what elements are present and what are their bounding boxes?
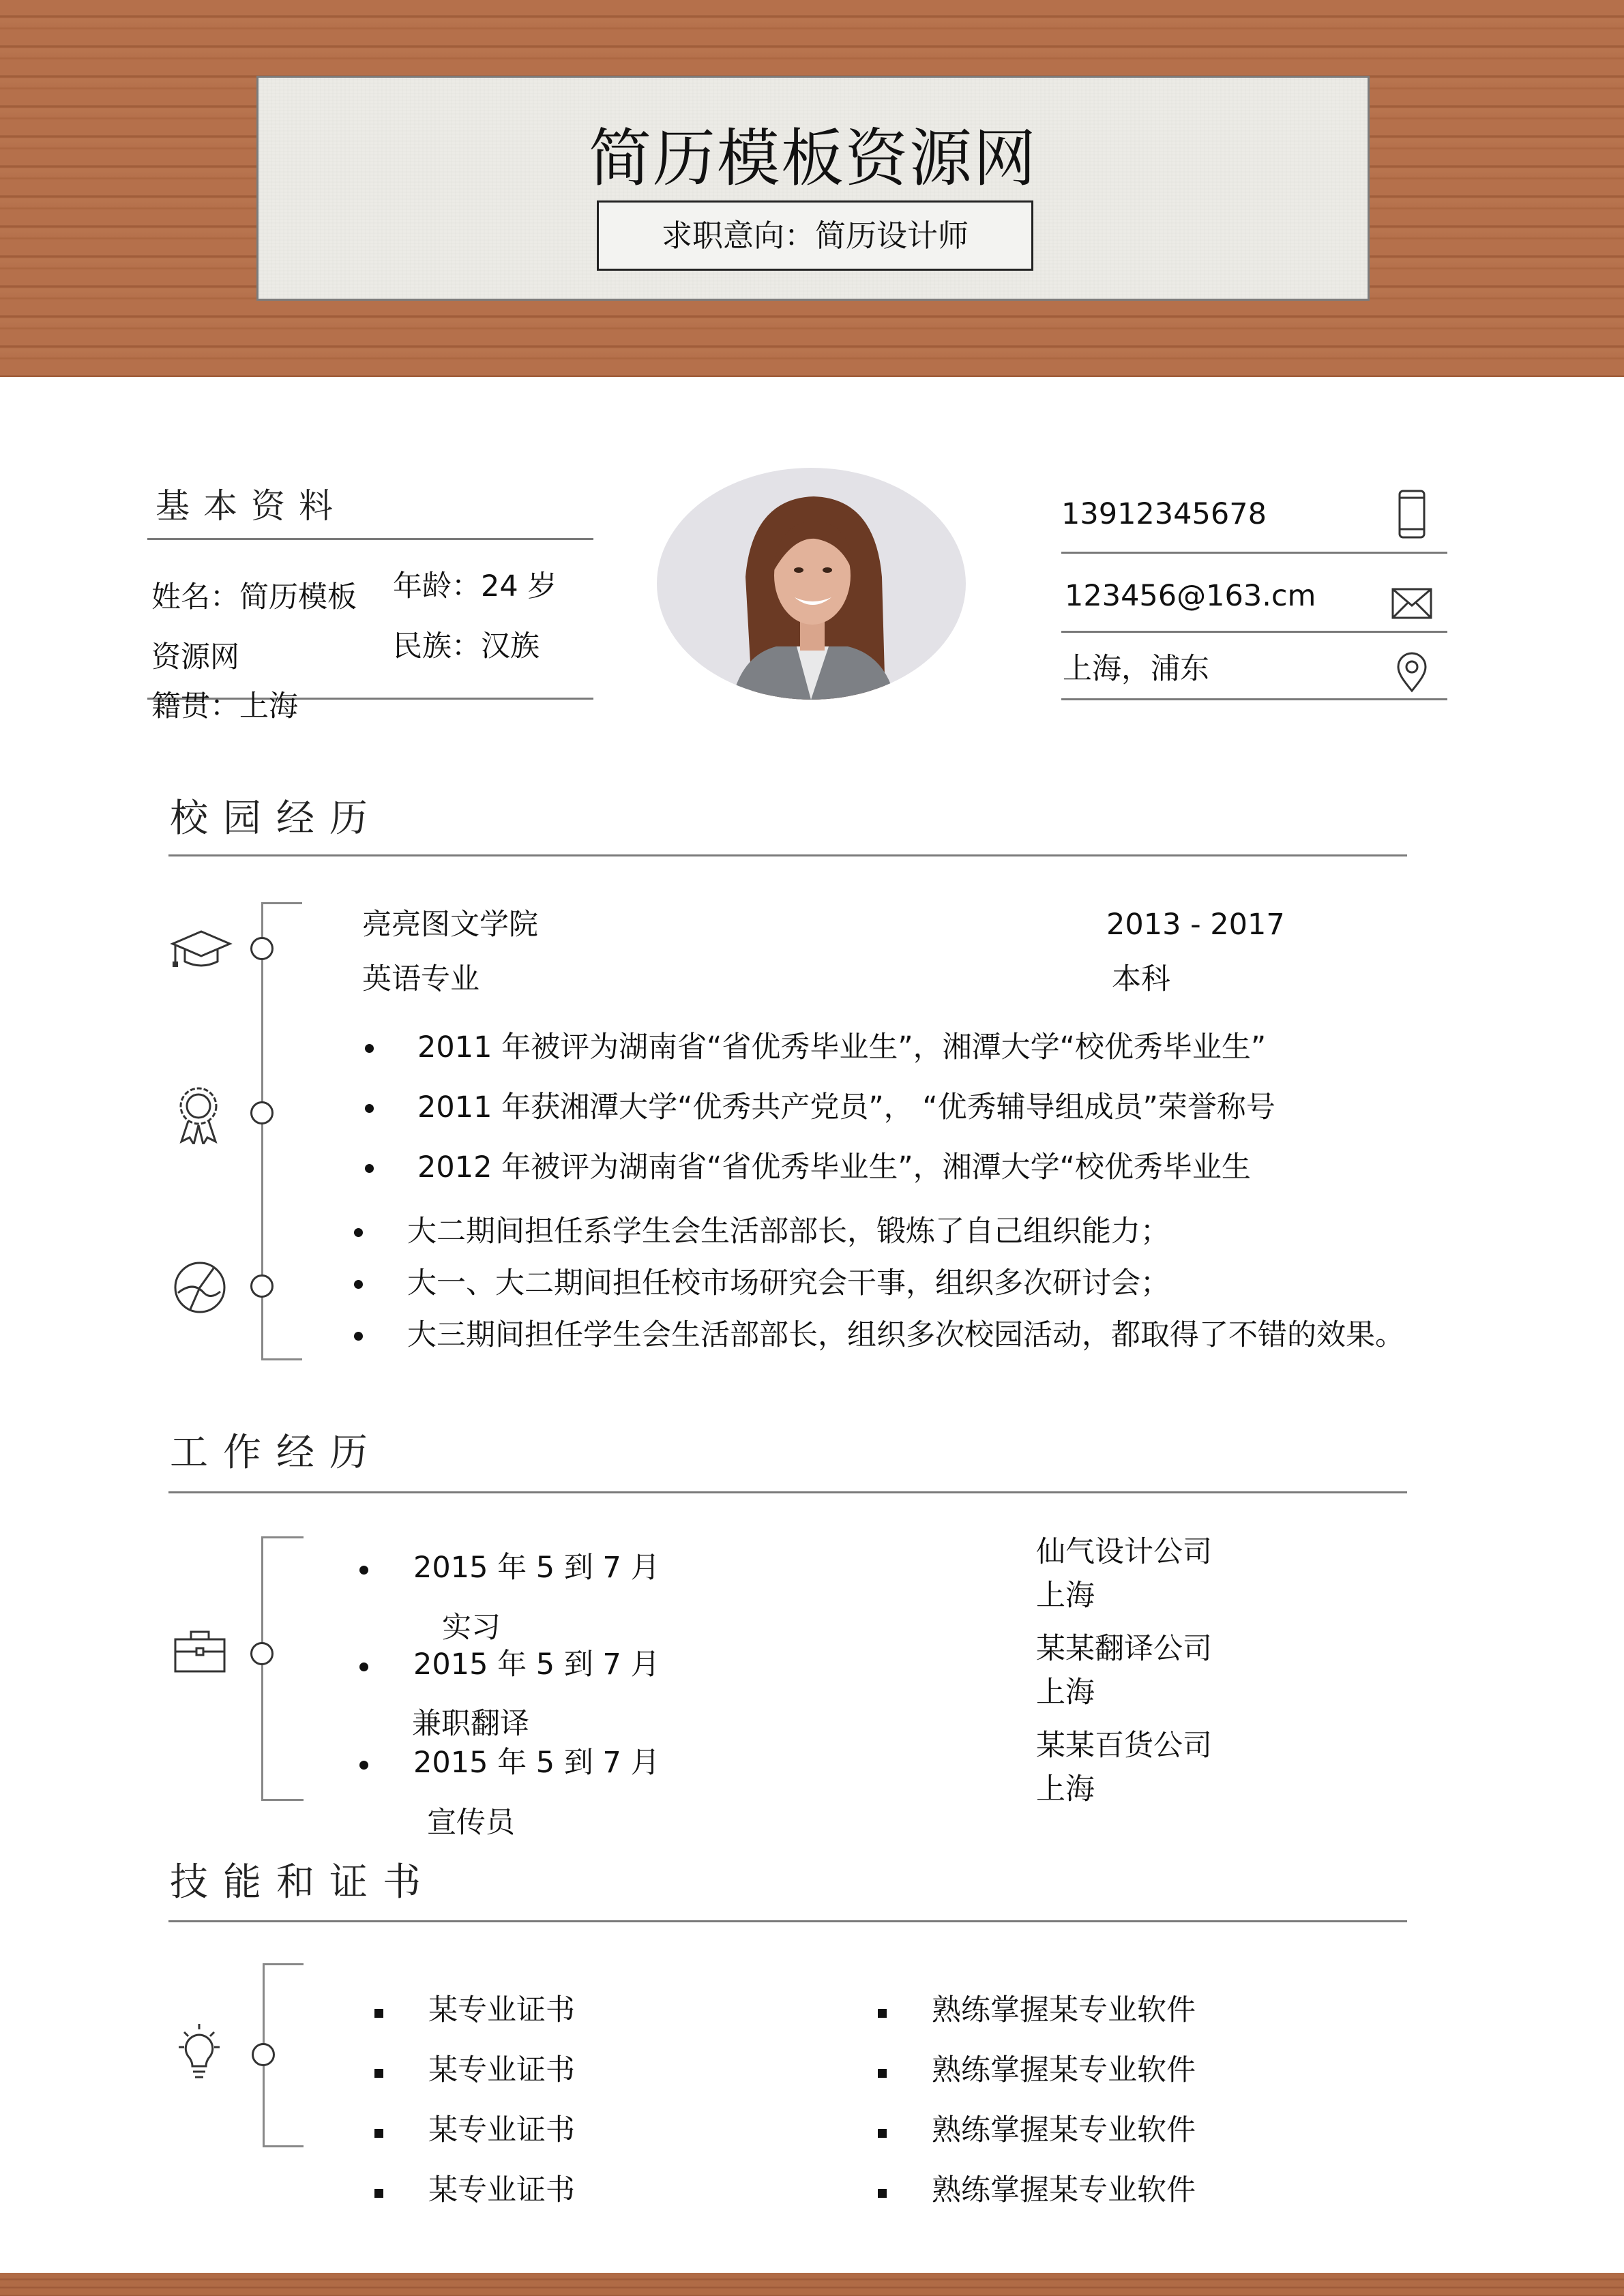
bullet-square — [878, 2009, 887, 2018]
activity-item: 大三期间担任学生会生活部部长，组织多次校园活动，都取得了不错的效果。 — [407, 1318, 1404, 1352]
bullet — [359, 1761, 368, 1770]
skills-timeline-cap-top — [263, 1963, 304, 1965]
job-intention-box: 求职意向：简历设计师 — [597, 200, 1033, 271]
basic-name: 姓名：简历模板资源网 — [151, 580, 357, 674]
lightbulb-icon — [173, 2023, 225, 2087]
contact-divider-2 — [1061, 631, 1447, 633]
bullet-square — [374, 2189, 383, 2198]
work-timeline — [261, 1536, 263, 1801]
work-divider — [168, 1491, 1407, 1493]
basic-age: 年龄：24 岁 — [393, 569, 557, 603]
contact-phone: 13912345678 — [1061, 497, 1267, 531]
award-item: 2011 年获湘潭大学“优秀共产党员”， “优秀辅导组成员”荣誉称号 — [417, 1090, 1275, 1124]
job-role: 兼职翻译 — [412, 1707, 529, 1741]
bullet — [365, 1104, 374, 1113]
campus-degree: 本科 — [1112, 962, 1170, 996]
basic-ethnicity: 民族：汉族 — [393, 629, 540, 664]
section-title-basic: 基本资料 — [156, 486, 346, 526]
software-item: 熟练掌握某专业软件 — [932, 2173, 1196, 2207]
contact-divider-3 — [1061, 698, 1447, 700]
job-date: 2015 年 5 到 7 月 — [413, 1648, 660, 1682]
skills-divider — [168, 1920, 1407, 1922]
award-item: 2011 年被评为湖南省“省优秀毕业生”，湘潭大学“校优秀毕业生” — [417, 1030, 1267, 1064]
activity-item: 大二期间担任系学生会生活部部长，锻炼了自己组织能力； — [407, 1214, 1170, 1249]
award-item: 2012 年被评为湖南省“省优秀毕业生”，湘潭大学“校优秀毕业生 — [417, 1150, 1251, 1184]
job-date: 2015 年 5 到 7 月 — [413, 1746, 660, 1780]
campus-major: 英语专业 — [362, 962, 479, 996]
timeline-node-skills — [252, 2043, 275, 2066]
cert-item: 某专业证书 — [428, 2053, 575, 2087]
campus-timeline-cap-top — [261, 902, 302, 904]
timeline-node-activities — [250, 1274, 274, 1298]
section-title-skills: 技能和证书 — [170, 1860, 436, 1905]
section-title-campus: 校园经历 — [170, 796, 383, 841]
bullet — [365, 1044, 374, 1053]
job-city: 上海 — [1036, 1579, 1095, 1613]
software-item: 熟练掌握某专业软件 — [932, 1993, 1196, 2027]
campus-divider — [168, 854, 1407, 856]
timeline-node-education — [250, 937, 274, 960]
job-city: 上海 — [1036, 1772, 1095, 1806]
campus-timeline-cap-bottom — [261, 1358, 302, 1360]
bullet-square — [374, 2129, 383, 2138]
basic-divider-top — [147, 538, 593, 540]
bullet-square — [374, 2009, 383, 2018]
campus-years: 2013 - 2017 — [1106, 908, 1285, 942]
bullet — [354, 1332, 363, 1341]
job-role: 实习 — [442, 1611, 501, 1645]
contact-divider-1 — [1061, 552, 1447, 554]
contact-email: 123456@163.cm — [1065, 579, 1316, 613]
wood-footer-strip — [0, 2273, 1624, 2296]
phone-icon — [1398, 490, 1426, 541]
bullet — [359, 1566, 368, 1575]
graduation-cap-icon — [170, 929, 233, 972]
cert-item: 某专业证书 — [428, 1993, 575, 2027]
bullet-square — [878, 2189, 887, 2198]
job-date: 2015 年 5 到 7 月 — [413, 1551, 660, 1585]
bullet — [359, 1663, 368, 1671]
envelope-icon — [1391, 588, 1432, 622]
location-pin-icon — [1396, 652, 1428, 696]
briefcase-icon — [173, 1630, 226, 1676]
activity-item: 大一、大二期间担任校市场研究会干事，组织多次研讨会； — [407, 1266, 1170, 1300]
cert-item: 某专业证书 — [428, 2113, 575, 2147]
globe-icon — [173, 1260, 227, 1317]
bullet — [365, 1164, 374, 1173]
timeline-node-awards — [250, 1101, 274, 1124]
bullet-square — [878, 2069, 887, 2078]
job-company: 仙气设计公司 — [1036, 1535, 1212, 1569]
job-city: 上海 — [1036, 1675, 1095, 1710]
bullet — [354, 1280, 363, 1289]
job-role: 宣传员 — [427, 1806, 515, 1840]
award-ribbon-icon — [173, 1084, 224, 1147]
job-company: 某某百货公司 — [1036, 1729, 1212, 1763]
software-item: 熟练掌握某专业软件 — [932, 2113, 1196, 2147]
bullet-square — [374, 2069, 383, 2078]
work-timeline-cap-top — [261, 1536, 304, 1538]
work-timeline-cap-bottom — [261, 1799, 304, 1801]
bullet-square — [878, 2129, 887, 2138]
section-title-work: 工作经历 — [170, 1431, 383, 1475]
job-company: 某某翻译公司 — [1036, 1632, 1212, 1666]
header-card — [256, 76, 1370, 301]
contact-address: 上海，浦东 — [1063, 652, 1209, 686]
campus-school: 亮亮图文学院 — [362, 908, 538, 942]
skills-timeline-cap-bottom — [263, 2145, 304, 2147]
basic-origin: 籍贯：上海 — [151, 689, 298, 724]
bullet — [354, 1228, 363, 1237]
resume-title: 简历模板资源网 — [588, 122, 1037, 195]
cert-item: 某专业证书 — [428, 2173, 575, 2207]
software-item: 熟练掌握某专业软件 — [932, 2053, 1196, 2087]
timeline-node-work — [250, 1642, 274, 1665]
profile-photo — [657, 468, 966, 700]
